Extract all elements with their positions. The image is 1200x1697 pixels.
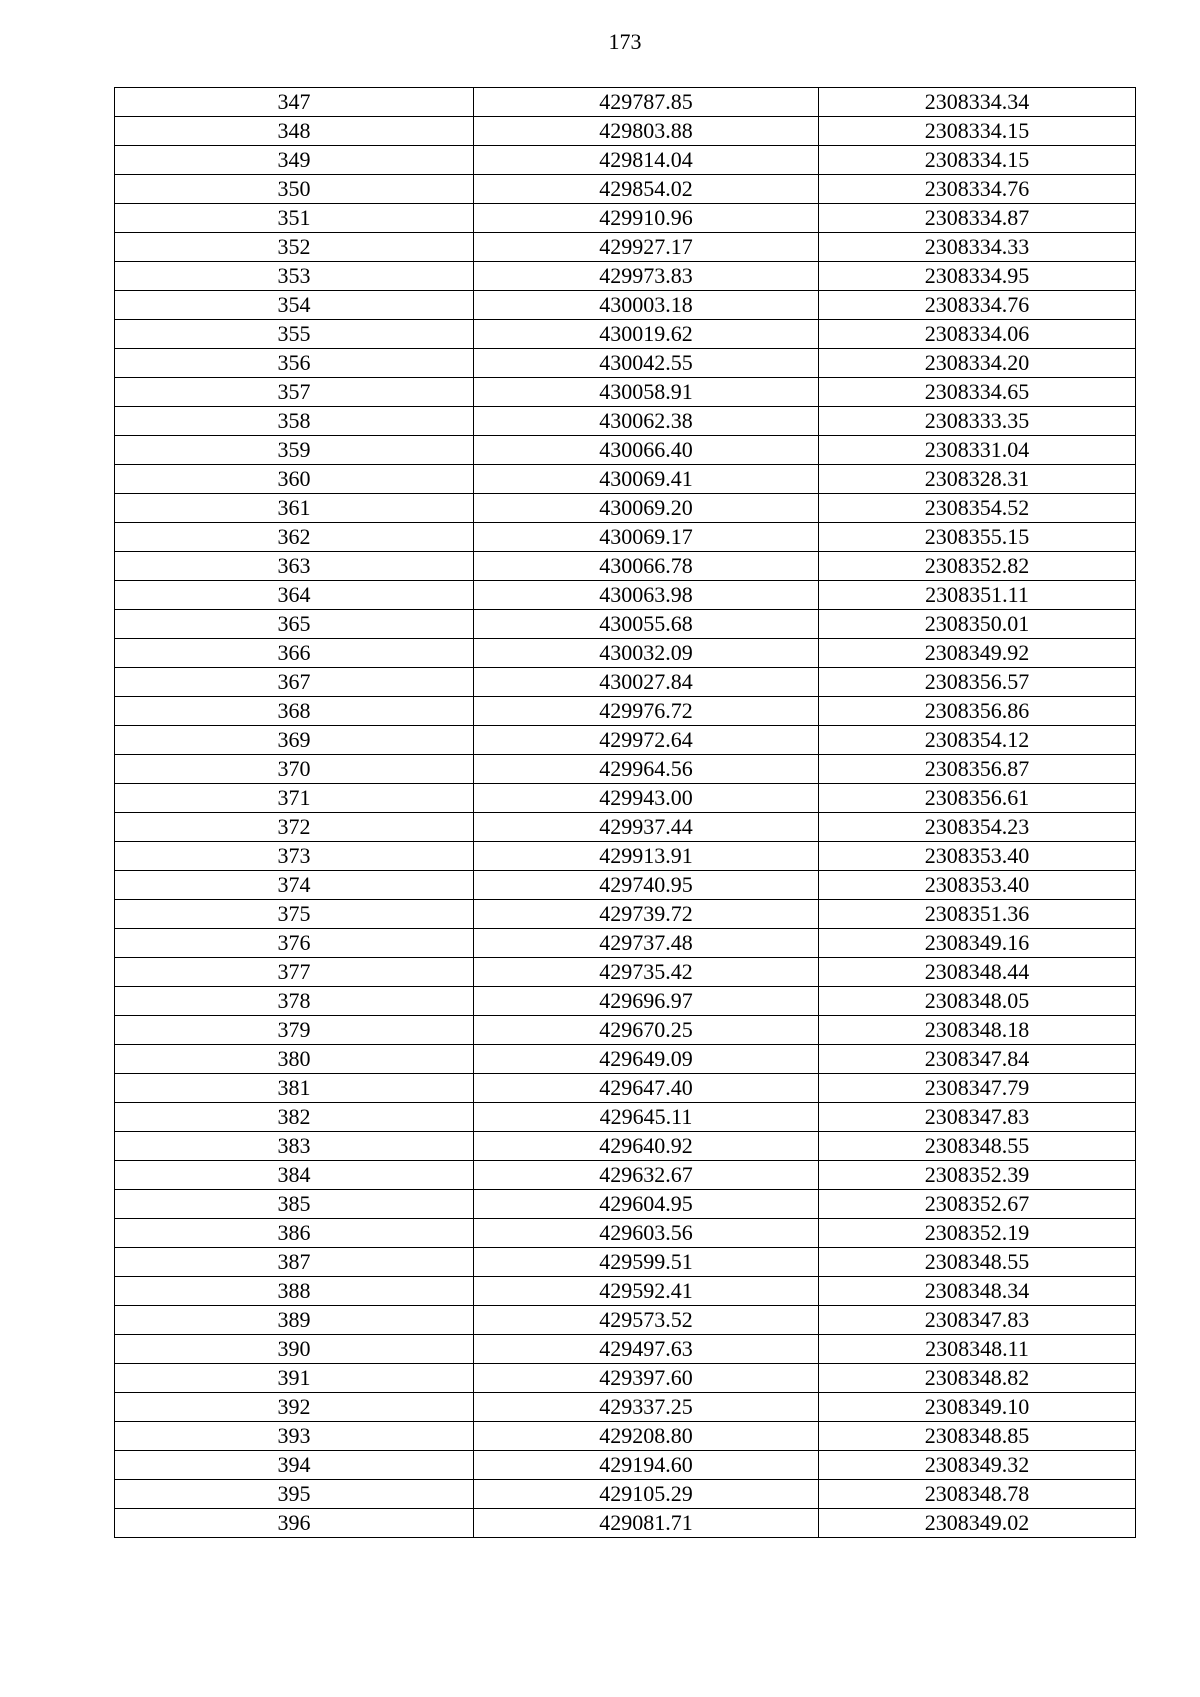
- x-coordinate-cell: 429604.95: [474, 1190, 819, 1219]
- point-number-cell: 395: [115, 1480, 474, 1509]
- point-number-cell: 386: [115, 1219, 474, 1248]
- x-coordinate-cell: 429964.56: [474, 755, 819, 784]
- table-row: [115, 929, 1136, 958]
- x-coordinate-cell: 429937.44: [474, 813, 819, 842]
- y-coordinate-cell: 2308347.83: [819, 1103, 1136, 1132]
- x-coordinate-cell: 429573.52: [474, 1306, 819, 1335]
- y-coordinate-cell: 2308348.34: [819, 1277, 1136, 1306]
- table-row: [115, 581, 1136, 610]
- table-row: [115, 1364, 1136, 1393]
- table-row: [115, 871, 1136, 900]
- point-number-cell: 394: [115, 1451, 474, 1480]
- point-number-cell: 385: [115, 1190, 474, 1219]
- table-row: [115, 291, 1136, 320]
- x-coordinate-cell: 429787.85: [474, 88, 819, 117]
- point-number-cell: 370: [115, 755, 474, 784]
- x-coordinate-cell: 429194.60: [474, 1451, 819, 1480]
- y-coordinate-cell: 2308353.40: [819, 871, 1136, 900]
- point-number-cell: 373: [115, 842, 474, 871]
- point-number-cell: 388: [115, 1277, 474, 1306]
- y-coordinate-cell: 2308349.10: [819, 1393, 1136, 1422]
- y-coordinate-cell: 2308349.32: [819, 1451, 1136, 1480]
- point-number-cell: 379: [115, 1016, 474, 1045]
- point-number-cell: 351: [115, 204, 474, 233]
- point-number-cell: 377: [115, 958, 474, 987]
- y-coordinate-cell: 2308348.11: [819, 1335, 1136, 1364]
- x-coordinate-cell: 429649.09: [474, 1045, 819, 1074]
- x-coordinate-cell: 430032.09: [474, 639, 819, 668]
- table-row: [115, 1190, 1136, 1219]
- table-row: [115, 1248, 1136, 1277]
- x-coordinate-cell: 429735.42: [474, 958, 819, 987]
- x-coordinate-cell: 429670.25: [474, 1016, 819, 1045]
- y-coordinate-cell: 2308348.55: [819, 1248, 1136, 1277]
- y-coordinate-cell: 2308354.23: [819, 813, 1136, 842]
- y-coordinate-cell: 2308355.15: [819, 523, 1136, 552]
- table-row: [115, 523, 1136, 552]
- table-row: [115, 1480, 1136, 1509]
- x-coordinate-cell: 429943.00: [474, 784, 819, 813]
- table-row: [115, 726, 1136, 755]
- point-number-cell: 353: [115, 262, 474, 291]
- point-number-cell: 367: [115, 668, 474, 697]
- x-coordinate-cell: 429972.64: [474, 726, 819, 755]
- point-number-cell: 391: [115, 1364, 474, 1393]
- point-number-cell: 355: [115, 320, 474, 349]
- y-coordinate-cell: 2308351.36: [819, 900, 1136, 929]
- x-coordinate-cell: 430066.78: [474, 552, 819, 581]
- table-row: [115, 697, 1136, 726]
- point-number-cell: 390: [115, 1335, 474, 1364]
- table-row: [115, 1016, 1136, 1045]
- point-number-cell: 365: [115, 610, 474, 639]
- x-coordinate-cell: 430027.84: [474, 668, 819, 697]
- y-coordinate-cell: 2308348.85: [819, 1422, 1136, 1451]
- x-coordinate-cell: 430042.55: [474, 349, 819, 378]
- table-row: [115, 1393, 1136, 1422]
- table-row: [115, 958, 1136, 987]
- table-row: [115, 204, 1136, 233]
- y-coordinate-cell: 2308334.06: [819, 320, 1136, 349]
- point-number-cell: 354: [115, 291, 474, 320]
- y-coordinate-cell: 2308328.31: [819, 465, 1136, 494]
- point-number-cell: 381: [115, 1074, 474, 1103]
- y-coordinate-cell: 2308334.34: [819, 88, 1136, 117]
- table-row: [115, 1132, 1136, 1161]
- y-coordinate-cell: 2308334.20: [819, 349, 1136, 378]
- coordinates-table: [114, 87, 1136, 1538]
- point-number-cell: 372: [115, 813, 474, 842]
- y-coordinate-cell: 2308348.55: [819, 1132, 1136, 1161]
- x-coordinate-cell: 430019.62: [474, 320, 819, 349]
- point-number-cell: 376: [115, 929, 474, 958]
- x-coordinate-cell: 429696.97: [474, 987, 819, 1016]
- y-coordinate-cell: 2308352.39: [819, 1161, 1136, 1190]
- x-coordinate-cell: 430062.38: [474, 407, 819, 436]
- y-coordinate-cell: 2308334.65: [819, 378, 1136, 407]
- table-row: [115, 1219, 1136, 1248]
- x-coordinate-cell: 429913.91: [474, 842, 819, 871]
- table-row: [115, 610, 1136, 639]
- table-row: [115, 1103, 1136, 1132]
- point-number-cell: 387: [115, 1248, 474, 1277]
- point-number-cell: 393: [115, 1422, 474, 1451]
- x-coordinate-cell: 429973.83: [474, 262, 819, 291]
- table-row: [115, 494, 1136, 523]
- table-row: [115, 552, 1136, 581]
- y-coordinate-cell: 2308334.76: [819, 175, 1136, 204]
- point-number-cell: 383: [115, 1132, 474, 1161]
- y-coordinate-cell: 2308334.33: [819, 233, 1136, 262]
- x-coordinate-cell: 429910.96: [474, 204, 819, 233]
- y-coordinate-cell: 2308356.61: [819, 784, 1136, 813]
- point-number-cell: 349: [115, 146, 474, 175]
- table-row: [115, 378, 1136, 407]
- x-coordinate-cell: 430058.91: [474, 378, 819, 407]
- x-coordinate-cell: 430003.18: [474, 291, 819, 320]
- table-row: [115, 349, 1136, 378]
- y-coordinate-cell: 2308354.12: [819, 726, 1136, 755]
- table-row: [115, 1335, 1136, 1364]
- table-row: [115, 1045, 1136, 1074]
- y-coordinate-cell: 2308352.82: [819, 552, 1136, 581]
- y-coordinate-cell: 2308334.87: [819, 204, 1136, 233]
- x-coordinate-cell: 429739.72: [474, 900, 819, 929]
- point-number-cell: 392: [115, 1393, 474, 1422]
- table-row: [115, 117, 1136, 146]
- y-coordinate-cell: 2308334.15: [819, 146, 1136, 175]
- table-row: [115, 1451, 1136, 1480]
- point-number-cell: 374: [115, 871, 474, 900]
- x-coordinate-cell: 430069.20: [474, 494, 819, 523]
- y-coordinate-cell: 2308349.92: [819, 639, 1136, 668]
- table-row: [115, 900, 1136, 929]
- table-row: [115, 233, 1136, 262]
- table-row: [115, 1074, 1136, 1103]
- point-number-cell: 375: [115, 900, 474, 929]
- y-coordinate-cell: 2308347.84: [819, 1045, 1136, 1074]
- point-number-cell: 348: [115, 117, 474, 146]
- y-coordinate-cell: 2308348.44: [819, 958, 1136, 987]
- point-number-cell: 352: [115, 233, 474, 262]
- table-row: [115, 175, 1136, 204]
- y-coordinate-cell: 2308334.76: [819, 291, 1136, 320]
- x-coordinate-cell: 429640.92: [474, 1132, 819, 1161]
- point-number-cell: 362: [115, 523, 474, 552]
- x-coordinate-cell: 429632.67: [474, 1161, 819, 1190]
- y-coordinate-cell: 2308348.78: [819, 1480, 1136, 1509]
- y-coordinate-cell: 2308356.57: [819, 668, 1136, 697]
- x-coordinate-cell: 430069.41: [474, 465, 819, 494]
- x-coordinate-cell: 429599.51: [474, 1248, 819, 1277]
- y-coordinate-cell: 2308354.52: [819, 494, 1136, 523]
- point-number-cell: 357: [115, 378, 474, 407]
- y-coordinate-cell: 2308347.83: [819, 1306, 1136, 1335]
- table-row: [115, 784, 1136, 813]
- point-number-cell: 364: [115, 581, 474, 610]
- point-number-cell: 382: [115, 1103, 474, 1132]
- x-coordinate-cell: 430066.40: [474, 436, 819, 465]
- y-coordinate-cell: 2308348.18: [819, 1016, 1136, 1045]
- point-number-cell: 347: [115, 88, 474, 117]
- y-coordinate-cell: 2308352.67: [819, 1190, 1136, 1219]
- table-row: [115, 1422, 1136, 1451]
- y-coordinate-cell: 2308348.82: [819, 1364, 1136, 1393]
- table-row: [115, 1509, 1136, 1538]
- x-coordinate-cell: 430063.98: [474, 581, 819, 610]
- point-number-cell: 389: [115, 1306, 474, 1335]
- point-number-cell: 356: [115, 349, 474, 378]
- y-coordinate-cell: 2308348.05: [819, 987, 1136, 1016]
- table-row: [115, 1161, 1136, 1190]
- table-row: [115, 639, 1136, 668]
- y-coordinate-cell: 2308349.02: [819, 1509, 1136, 1538]
- point-number-cell: 360: [115, 465, 474, 494]
- y-coordinate-cell: 2308356.86: [819, 697, 1136, 726]
- x-coordinate-cell: 429976.72: [474, 697, 819, 726]
- x-coordinate-cell: 429208.80: [474, 1422, 819, 1451]
- y-coordinate-cell: 2308334.95: [819, 262, 1136, 291]
- y-coordinate-cell: 2308334.15: [819, 117, 1136, 146]
- x-coordinate-cell: 429803.88: [474, 117, 819, 146]
- x-coordinate-cell: 429592.41: [474, 1277, 819, 1306]
- y-coordinate-cell: 2308352.19: [819, 1219, 1136, 1248]
- table-row: [115, 436, 1136, 465]
- x-coordinate-cell: 430069.17: [474, 523, 819, 552]
- point-number-cell: 363: [115, 552, 474, 581]
- x-coordinate-cell: 429397.60: [474, 1364, 819, 1393]
- x-coordinate-cell: 429337.25: [474, 1393, 819, 1422]
- x-coordinate-cell: 429645.11: [474, 1103, 819, 1132]
- x-coordinate-cell: 430055.68: [474, 610, 819, 639]
- table-row: [115, 465, 1136, 494]
- point-number-cell: 359: [115, 436, 474, 465]
- point-number-cell: 366: [115, 639, 474, 668]
- table-row: [115, 407, 1136, 436]
- y-coordinate-cell: 2308333.35: [819, 407, 1136, 436]
- x-coordinate-cell: 429105.29: [474, 1480, 819, 1509]
- table-row: [115, 755, 1136, 784]
- point-number-cell: 350: [115, 175, 474, 204]
- table-row: [115, 88, 1136, 117]
- point-number-cell: 358: [115, 407, 474, 436]
- y-coordinate-cell: 2308351.11: [819, 581, 1136, 610]
- y-coordinate-cell: 2308331.04: [819, 436, 1136, 465]
- point-number-cell: 396: [115, 1509, 474, 1538]
- point-number-cell: 371: [115, 784, 474, 813]
- x-coordinate-cell: 429927.17: [474, 233, 819, 262]
- point-number-cell: 369: [115, 726, 474, 755]
- table-row: [115, 668, 1136, 697]
- x-coordinate-cell: 429740.95: [474, 871, 819, 900]
- x-coordinate-cell: 429603.56: [474, 1219, 819, 1248]
- table-row: [115, 146, 1136, 175]
- x-coordinate-cell: 429814.04: [474, 146, 819, 175]
- point-number-cell: 380: [115, 1045, 474, 1074]
- point-number-cell: 384: [115, 1161, 474, 1190]
- y-coordinate-cell: 2308353.40: [819, 842, 1136, 871]
- y-coordinate-cell: 2308356.87: [819, 755, 1136, 784]
- x-coordinate-cell: 429081.71: [474, 1509, 819, 1538]
- page-number: 173: [608, 29, 642, 54]
- point-number-cell: 361: [115, 494, 474, 523]
- table-row: [115, 987, 1136, 1016]
- table-row: [115, 320, 1136, 349]
- x-coordinate-cell: 429497.63: [474, 1335, 819, 1364]
- x-coordinate-cell: 429647.40: [474, 1074, 819, 1103]
- table-row: [115, 262, 1136, 291]
- table-row: [115, 1306, 1136, 1335]
- y-coordinate-cell: 2308347.79: [819, 1074, 1136, 1103]
- x-coordinate-cell: 429854.02: [474, 175, 819, 204]
- table-row: [115, 813, 1136, 842]
- y-coordinate-cell: 2308349.16: [819, 929, 1136, 958]
- table-body: [115, 88, 1136, 1538]
- y-coordinate-cell: 2308350.01: [819, 610, 1136, 639]
- table-row: [115, 842, 1136, 871]
- point-number-cell: 368: [115, 697, 474, 726]
- x-coordinate-cell: 429737.48: [474, 929, 819, 958]
- point-number-cell: 378: [115, 987, 474, 1016]
- table-row: [115, 1277, 1136, 1306]
